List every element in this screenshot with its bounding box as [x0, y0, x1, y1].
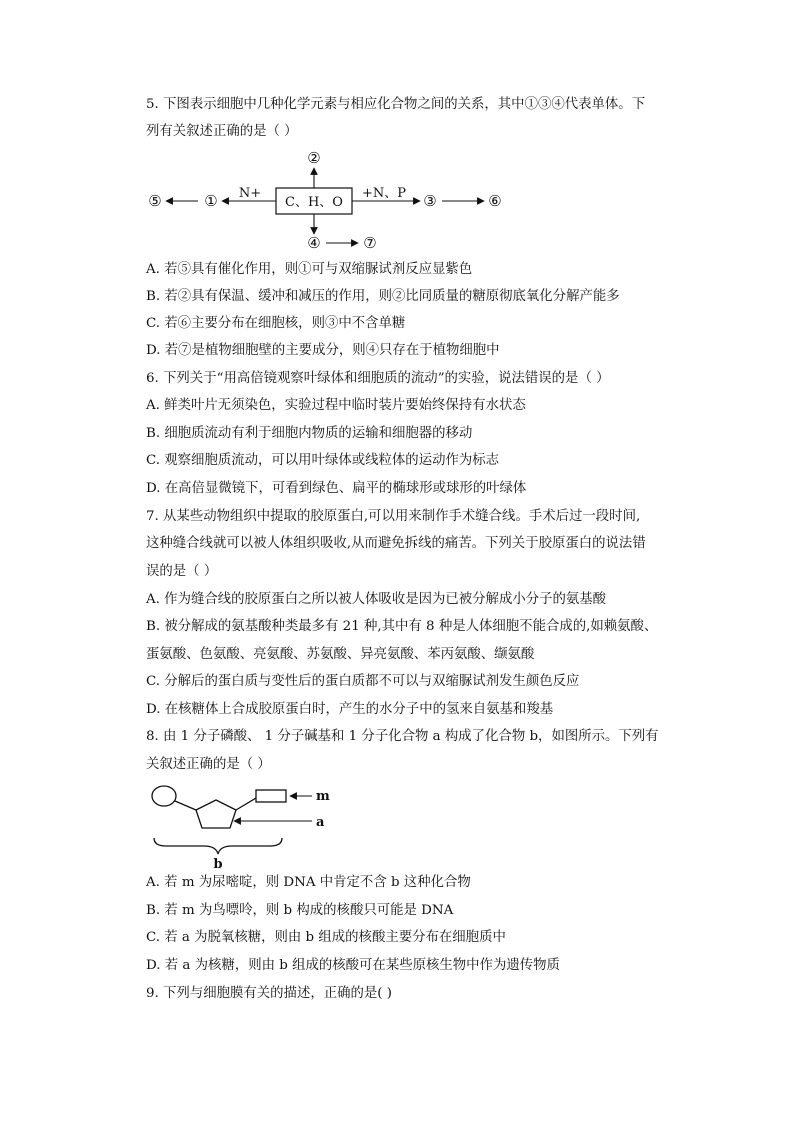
q7-option-b: B. 被分解成的氨基酸种类最多有 21 种,其中有 8 种是人体细胞不能合成的,如赖氨酸、 [146, 619, 658, 634]
q7-stem-line3: 误的是（ ） [146, 564, 218, 579]
q8-nucleotide-diagram [146, 780, 346, 870]
q5-stem-line2: 列有关叙述正确的是（ ） [146, 124, 298, 139]
q9-stem: 9. 下列与细胞膜有关的描述，正确的是( ) [146, 986, 392, 1001]
q6-option-a: A. 鲜类叶片无须染色，实验过程中临时装片要始终保持有水状态 [146, 398, 526, 413]
q5-node-2: ② [307, 149, 321, 167]
q8-label-b: b [213, 857, 223, 870]
q7-option-b-cont: 蛋氨酸、色氨酸、亮氨酸、苏氨酸、异亮氨酸、苯丙氨酸、缬氨酸 [146, 647, 535, 662]
base-rectangle [256, 790, 286, 802]
sugar-pentagon [196, 800, 236, 828]
q8-stem-line1: 8. 由 1 分子磷酸、 1 分子碱基和 1 分子化合物 a 构成了化合物 b，如图所示。下列有 [146, 729, 659, 744]
q5-node-6: ⑥ [488, 192, 502, 210]
q7-stem-line1: 7. 从某些动物组织中提取的胶原蛋白,可以用来制作手术缝合线。手术后过一段时间, [146, 509, 641, 524]
q7-option-a: A. 作为缝合线的胶原蛋白之所以被人体吸收是因为已被分解成小分子的氨基酸 [146, 592, 607, 607]
q7-option-d: D. 在核糖体上合成胶原蛋白时，产生的水分子中的氢来自氨基和羧基 [146, 702, 554, 717]
q5-stem-line1: 5. 下图表示细胞中几种化学元素与相应化合物之间的关系，其中①③④代表单体。下 [146, 97, 646, 112]
q8-stem-line2: 关叙述正确的是（ ） [146, 757, 271, 772]
q5-node-3: ③ [423, 192, 437, 210]
q8-option-a: A. 若 m 为尿嘧啶，则 DNA 中肯定不含 b 这种化合物 [146, 875, 471, 890]
q6-option-c: C. 观察细胞质流动，可以用叶绿体或线粒体的运动作为标志 [146, 453, 500, 468]
q8-option-c: C. 若 a 为脱氧核糖，则由 b 组成的核酸主要分布在细胞质中 [146, 930, 506, 945]
q8-label-m: m [316, 789, 330, 804]
q5-left-label: N+ [238, 186, 262, 201]
q5-right-label: +N、P [361, 186, 407, 201]
q8-option-b: B. 若 m 为鸟嘌呤，则 b 构成的核酸只可能是 DNA [146, 903, 454, 918]
q5-node-7: ⑦ [363, 234, 377, 252]
q5-node-5: ⑤ [148, 192, 162, 210]
q7-option-c: C. 分解后的蛋白质与变性后的蛋白质都不可以与双缩脲试剂发生颜色反应 [146, 674, 580, 689]
q5-option-d: D. 若⑦是植物细胞壁的主要成分，则④只存在于植物细胞中 [146, 343, 500, 358]
phosphate-circle [152, 786, 176, 806]
q8-option-d: D. 若 a 为核糖，则由 b 组成的核酸可在某些原核生物中作为遗传物质 [146, 958, 560, 973]
q5-node-4: ④ [307, 234, 321, 252]
q6-option-d: D. 在高倍显微镜下，可看到绿色、扁平的椭球形或球形的叶绿体 [146, 481, 527, 496]
q5-node-1: ① [204, 192, 218, 210]
q6-option-b: B. 细胞质流动有利于细胞内物质的运输和细胞器的移动 [146, 426, 473, 441]
brace [154, 838, 282, 854]
q7-stem-line2: 这种缝合线就可以被人体组织吸收,从而避免拆线的痛苦。下列关于胶原蛋白的说法错 [146, 536, 646, 551]
q5-option-c: C. 若⑥主要分布在细胞核，则③中不含单糖 [146, 316, 406, 331]
q8-label-a: a [316, 815, 325, 830]
q6-stem: 6. 下列关于“用高倍镜观察叶绿体和细胞质的流动”的实验，说法错误的是（ ） [146, 371, 610, 386]
q5-center-label: C、H、O [285, 195, 343, 210]
q5-option-a: A. 若⑤具有催化作用，则①可与双缩脲试剂反应显紫色 [146, 262, 473, 277]
q5-option-b: B. 若②具有保温、缓冲和减压的作用，则②比同质量的糖原彻底氧化分解产能多 [146, 289, 620, 304]
q5-element-diagram [140, 146, 510, 256]
